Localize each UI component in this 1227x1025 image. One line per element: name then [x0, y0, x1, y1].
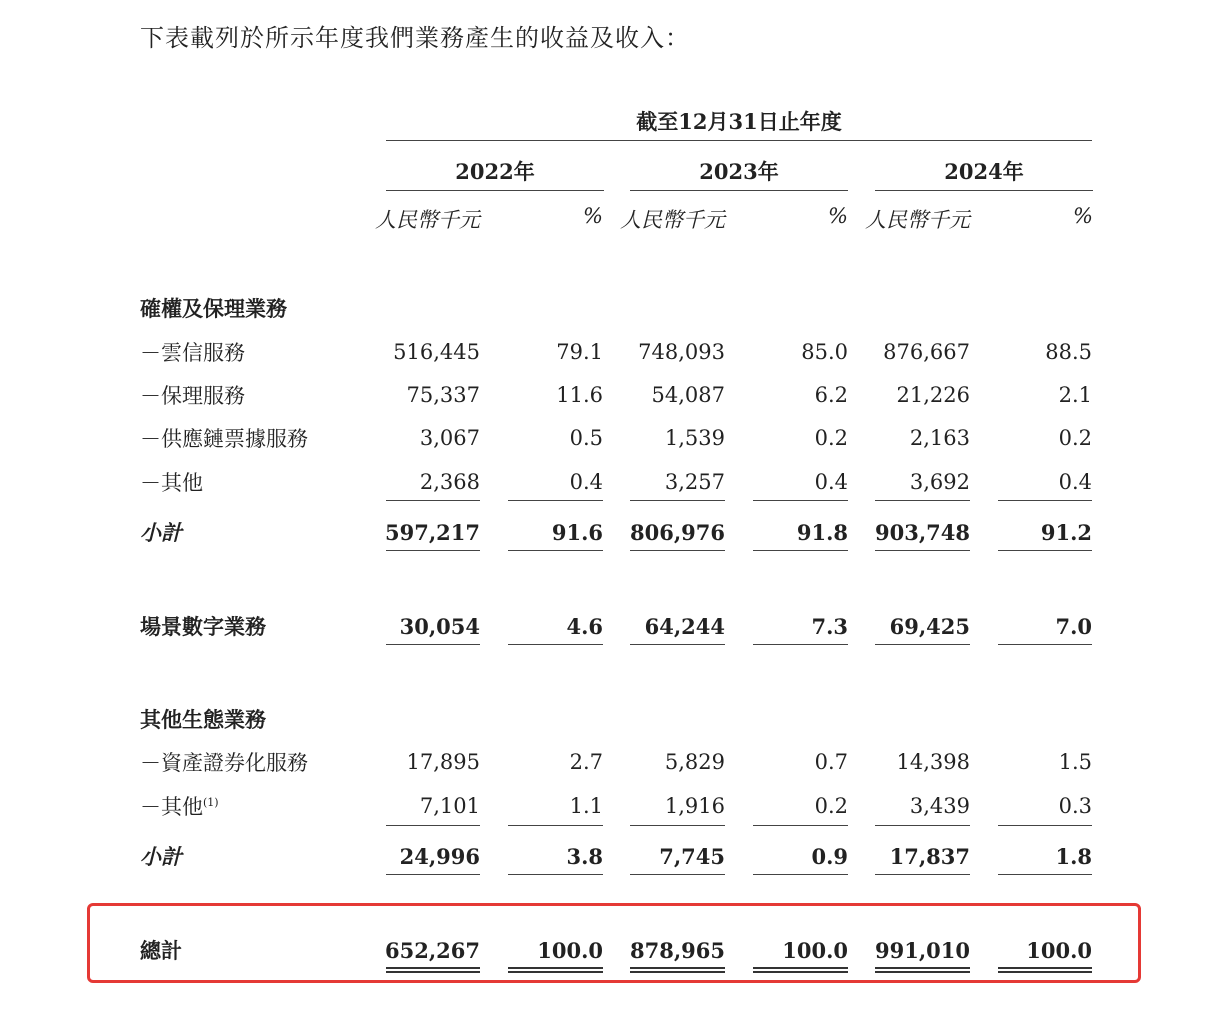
- rule: [875, 550, 970, 551]
- unit-percent-2022: %: [583, 204, 603, 228]
- subtotal-label-rights: 小計: [140, 520, 182, 545]
- rule: [998, 644, 1092, 645]
- cell: 64,244: [644, 614, 725, 639]
- cell: 0.3: [1058, 794, 1092, 818]
- double-rule: [998, 967, 1092, 973]
- cell: 3,692: [909, 470, 970, 494]
- cell: 7,101: [419, 794, 480, 818]
- cell: 1,916: [664, 794, 725, 818]
- double-rule: [508, 967, 603, 973]
- unit-amount-2023: 人民幣千元: [620, 208, 725, 232]
- unit-amount-2024: 人民幣千元: [865, 208, 970, 232]
- cell: 0.7: [814, 750, 848, 774]
- cell: 806,976: [630, 520, 725, 545]
- rule: [998, 874, 1092, 875]
- cell: 85.0: [801, 340, 848, 364]
- cell: 2.7: [569, 750, 603, 774]
- footnote-marker: (1): [203, 796, 219, 809]
- rule: [875, 644, 970, 645]
- cell: 14,398: [896, 750, 970, 774]
- cell: 69,425: [889, 614, 970, 639]
- rule: [386, 500, 480, 501]
- year-2023: 2023年: [699, 159, 779, 184]
- section-title-scene: 場景數字業務: [140, 614, 266, 639]
- cell: 0.4: [569, 470, 603, 494]
- cell: 2,163: [909, 426, 970, 450]
- cell: 652,267: [385, 938, 480, 963]
- rule: [998, 550, 1092, 551]
- cell: 3,067: [419, 426, 480, 450]
- rule: [508, 550, 603, 551]
- cell: 0.2: [1058, 426, 1092, 450]
- cell: 7.3: [811, 614, 848, 639]
- row-label-ecosystem-other: [140, 791, 219, 821]
- cell: 0.4: [1058, 470, 1092, 494]
- subtotal-label-ecosystem: 小計: [140, 844, 182, 869]
- double-rule: [386, 967, 480, 973]
- rule: [753, 550, 848, 551]
- rule: [630, 550, 725, 551]
- cell: 597,217: [385, 520, 480, 545]
- rule: [386, 644, 480, 645]
- rule: [630, 825, 725, 826]
- cell: 91.2: [1040, 520, 1092, 545]
- year-2022: 2022年: [455, 159, 535, 184]
- row-label-rights-other: －其他: [140, 471, 203, 495]
- rule: [508, 500, 603, 501]
- total-highlight-box: [87, 903, 1141, 983]
- rule: [386, 550, 480, 551]
- section-title-ecosystem: 其他生態業務: [140, 707, 266, 732]
- cell: 100.0: [1026, 938, 1092, 963]
- unit-percent-2023: %: [828, 204, 848, 228]
- cell: 91.6: [551, 520, 603, 545]
- cell: 903,748: [875, 520, 970, 545]
- year-rule-2022: [386, 190, 604, 191]
- cell: 75,337: [406, 383, 480, 407]
- cell: 0.9: [811, 844, 848, 869]
- cell: 88.5: [1045, 340, 1092, 364]
- cell: 1.1: [569, 794, 603, 818]
- cell: 748,093: [638, 340, 725, 364]
- cell: 1.5: [1058, 750, 1092, 774]
- cell: 0.4: [814, 470, 848, 494]
- section-title-rights: 確權及保理業務: [140, 296, 287, 321]
- cell: 24,996: [399, 844, 480, 869]
- period-header: 截至12月31日止年度: [636, 109, 842, 134]
- cell: 79.1: [556, 340, 603, 364]
- cell: 0.2: [814, 426, 848, 450]
- unit-amount-2022: 人民幣千元: [375, 208, 480, 232]
- rule: [630, 874, 725, 875]
- cell: 4.6: [566, 614, 603, 639]
- cell: 1.8: [1055, 844, 1092, 869]
- row-label-text: －其他: [140, 795, 203, 819]
- cell: 2.1: [1058, 383, 1092, 407]
- cell: 2,368: [419, 470, 480, 494]
- double-rule: [753, 967, 848, 973]
- cell: 1,539: [664, 426, 725, 450]
- rule: [998, 825, 1092, 826]
- rule: [630, 500, 725, 501]
- cell: 7,745: [659, 844, 725, 869]
- cell: 3.8: [566, 844, 603, 869]
- cell: 0.5: [569, 426, 603, 450]
- total-label: 總計: [140, 938, 182, 963]
- row-label-securitization: －資產證券化服務: [140, 751, 308, 775]
- row-label-supply-chain-notes: －供應鏈票據服務: [140, 427, 308, 451]
- cell: 54,087: [651, 383, 725, 407]
- cell: 6.2: [814, 383, 848, 407]
- unit-percent-2024: %: [1073, 204, 1093, 228]
- row-label-factoring: －保理服務: [140, 384, 245, 408]
- cell: 5,829: [664, 750, 725, 774]
- rule: [753, 644, 848, 645]
- row-label-cloud-credit: －雲信服務: [140, 341, 245, 365]
- period-rule: [386, 140, 1092, 141]
- double-rule: [630, 967, 725, 973]
- cell: 21,226: [896, 383, 970, 407]
- rule: [998, 500, 1092, 501]
- double-rule: [875, 967, 970, 973]
- year-rule-2023: [630, 190, 848, 191]
- cell: 991,010: [875, 938, 970, 963]
- rule: [753, 500, 848, 501]
- cell: 3,257: [664, 470, 725, 494]
- year-rule-2024: [875, 190, 1093, 191]
- cell: 17,895: [406, 750, 480, 774]
- rule: [386, 874, 480, 875]
- cell: 7.0: [1055, 614, 1092, 639]
- rule: [630, 644, 725, 645]
- cell: 878,965: [630, 938, 725, 963]
- rule: [875, 874, 970, 875]
- rule: [508, 874, 603, 875]
- cell: 3,439: [909, 794, 970, 818]
- year-2024: 2024年: [944, 159, 1024, 184]
- rule: [875, 825, 970, 826]
- rule: [508, 644, 603, 645]
- intro-text: 下表載列於所示年度我們業務產生的收益及收入：: [140, 24, 690, 52]
- rule: [875, 500, 970, 501]
- rule: [753, 825, 848, 826]
- cell: 11.6: [556, 383, 603, 407]
- cell: 516,445: [393, 340, 480, 364]
- cell: 100.0: [537, 938, 603, 963]
- cell: 876,667: [883, 340, 970, 364]
- cell: 0.2: [814, 794, 848, 818]
- rule: [753, 874, 848, 875]
- cell: 30,054: [399, 614, 480, 639]
- cell: 91.8: [796, 520, 848, 545]
- cell: 100.0: [782, 938, 848, 963]
- rule: [386, 825, 480, 826]
- rule: [508, 825, 603, 826]
- cell: 17,837: [889, 844, 970, 869]
